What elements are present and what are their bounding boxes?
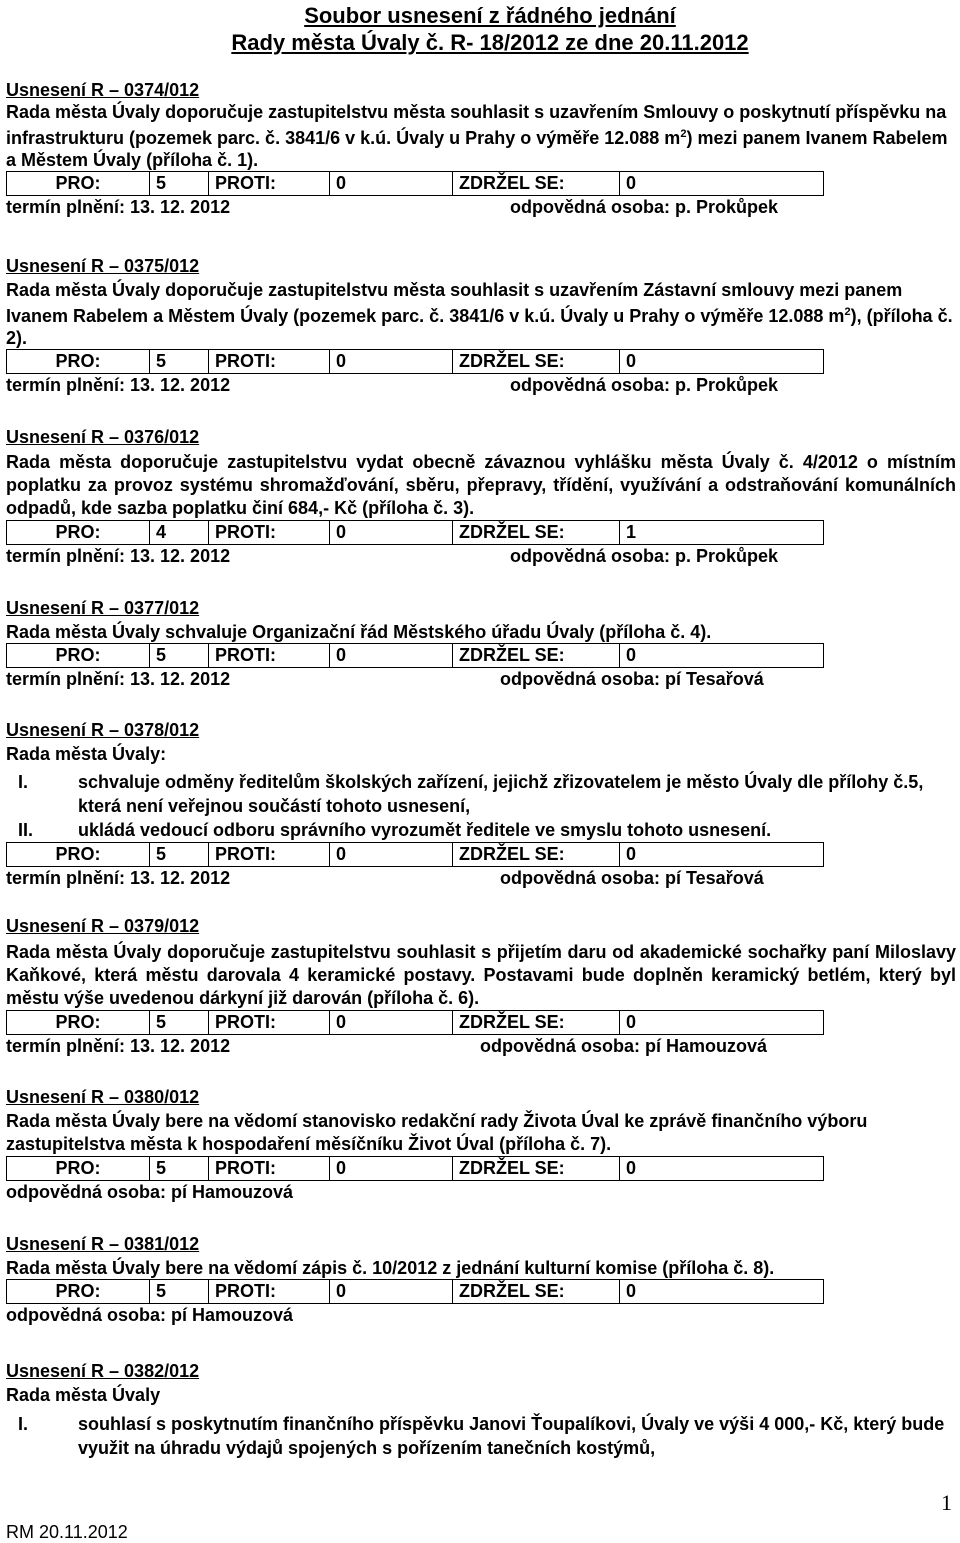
responsible-person: odpovědná osoba: p. Prokůpek [510, 197, 779, 217]
vote-table [6, 171, 824, 196]
vote-pro-count: 5 [150, 1011, 209, 1035]
vote-abstain-label: ZDRŽEL SE: [453, 843, 620, 867]
resolution-item [6, 818, 956, 842]
vote-table [6, 520, 824, 545]
vote-table [6, 842, 824, 867]
resolution-number: Usnesení R – 0381/012 [6, 1234, 200, 1254]
resolution-0379 [6, 915, 956, 1057]
deadline: termín plnění: 13. 12. 2012 [6, 669, 231, 689]
resolution-number: Usnesení R – 0377/012 [6, 598, 200, 618]
vote-proti-count: 0 [330, 172, 453, 196]
deadline: termín plnění: 13. 12. 2012 [6, 868, 231, 888]
resolution-0374 [6, 79, 956, 218]
term-line [6, 545, 956, 567]
item-number: I. [18, 772, 29, 792]
vote-pro-count: 4 [150, 521, 209, 545]
responsible-person: odpovědná osoba: pí Hamouzová [6, 1305, 294, 1325]
vote-pro-count: 5 [150, 1280, 209, 1304]
vote-table [6, 1279, 824, 1304]
document-title: Soubor usnesení z řádného jednání [304, 3, 676, 28]
vote-proti-label: PROTI: [209, 350, 330, 374]
vote-proti-count: 0 [330, 350, 453, 374]
vote-pro-count: 5 [150, 843, 209, 867]
vote-abstain-label: ZDRŽEL SE: [453, 350, 620, 374]
vote-proti-count: 0 [330, 1280, 453, 1304]
vote-pro-label: PRO: [7, 1157, 150, 1181]
deadline: termín plnění: 13. 12. 2012 [6, 546, 231, 566]
vote-abstain-label: ZDRŽEL SE: [453, 1157, 620, 1181]
vote-pro-label: PRO: [7, 172, 150, 196]
responsible-person: odpovědná osoba: pí Tesařová [500, 669, 764, 689]
vote-proti-count: 0 [330, 1157, 453, 1181]
vote-abstain-count: 0 [620, 843, 824, 867]
term-line [6, 374, 956, 396]
vote-abstain-count: 0 [620, 644, 824, 668]
vote-pro-label: PRO: [7, 843, 150, 867]
vote-pro-count: 5 [150, 350, 209, 374]
deadline: termín plnění: 13. 12. 2012 [6, 1036, 231, 1056]
vote-pro-label: PRO: [7, 521, 150, 545]
resolution-0382 [6, 1360, 956, 1460]
resolution-text: Rada města Úvaly bere na vědomí stanovisko redakční rady Života Úval ke zprávě finančního výboru zastupitelstva města k hospodaření měsíčníku Život Úval (příloha č. 7). [6, 1111, 868, 1154]
resolution-number: Usnesení R – 0378/012 [6, 720, 200, 740]
vote-proti-count: 0 [330, 644, 453, 668]
item-text: schvaluje odměny ředitelům školských zařízení, jejichž zřizovatelem je město Úvaly dle přílohy č.5, která není veřejnou součástí tohoto usnesení, [78, 772, 924, 816]
term-line [6, 668, 956, 690]
item-text: ukládá vedoucí odboru správního vyrozumět ředitele ve smyslu tohoto usnesení. [78, 820, 772, 840]
responsible-person: odpovědná osoba: p. Prokůpek [510, 375, 779, 395]
resolution-item [6, 770, 956, 818]
vote-abstain-count: 0 [620, 350, 824, 374]
vote-abstain-label: ZDRŽEL SE: [453, 172, 620, 196]
vote-pro-count: 5 [150, 644, 209, 668]
vote-pro-label: PRO: [7, 350, 150, 374]
vote-abstain-count: 0 [620, 172, 824, 196]
term-line [6, 1304, 956, 1326]
deadline: termín plnění: 13. 12. 2012 [6, 375, 231, 395]
responsible-person: odpovědná osoba: pí Tesařová [500, 868, 764, 888]
page-number: 1 [941, 1490, 952, 1515]
resolution-number: Usnesení R – 0382/012 [6, 1361, 200, 1381]
vote-proti-count: 0 [330, 1011, 453, 1035]
resolution-number: Usnesení R – 0380/012 [6, 1087, 200, 1107]
resolution-text: Rada města doporučuje zastupitelstvu vydat obecně závaznou vyhlášku města Úvaly č. 4/2012 o místním poplatku za provoz systému shromažďování, sběru, přepravy, třídění, využívání a odstraňování komunálních odpadů, kde sazba poplatku činí 684,- Kč (příloha č. 3). [6, 452, 956, 518]
vote-abstain-label: ZDRŽEL SE: [453, 1011, 620, 1035]
resolution-intro: Rada města Úvaly [6, 1385, 161, 1405]
vote-pro-label: PRO: [7, 644, 150, 668]
item-text: souhlasí s poskytnutím finančního příspěvku Janovi Ťoupalíkovi, Úvaly ve výši 4 000,- Kč, který bude využit na úhradu výdajů spojených s pořízením tanečních kostýmů, [78, 1414, 945, 1458]
resolution-text: Rada města Úvaly doporučuje zastupitelstvu souhlasit s přijetím daru od akademické sochařky paní Miloslavy Kaňkové, která městu darovala 4 keramické postavy. Postavami bude doplněn keramický betlém, který byl městu výše uvedenou dárkyní již darován (příloha č. 6). [6, 942, 956, 1008]
vote-proti-label: PROTI: [209, 644, 330, 668]
vote-pro-count: 5 [150, 1157, 209, 1181]
resolution-text: Rada města Úvaly bere na vědomí zápis č. 10/2012 z jednání kulturní komise (příloha č. 8). [6, 1258, 775, 1278]
vote-proti-count: 0 [330, 521, 453, 545]
resolution-number: Usnesení R – 0376/012 [6, 427, 200, 447]
vote-proti-label: PROTI: [209, 843, 330, 867]
resolution-item [6, 1412, 956, 1460]
resolution-number: Usnesení R – 0379/012 [6, 916, 200, 936]
item-number: II. [18, 820, 34, 840]
term-line [6, 196, 956, 218]
resolution-text: Rada města Úvaly doporučuje zastupitelstvu města souhlasit s uzavřením Zástavní smlouvy mezi panem Ivanem Rabelem a Městem Úvaly (pozemek parc. č. 3841/6 v k.ú. Úvaly u Prahy o výměře 12.088 $m^2$), (příloha č. 2). [6, 280, 953, 348]
vote-table [6, 1156, 824, 1181]
responsible-person: odpovědná osoba: p. Prokůpek [510, 546, 779, 566]
resolution-text: Rada města Úvaly doporučuje zastupitelstvu města souhlasit s uzavřením Smlouvy o poskytnutí příspěvku na infrastrukturu (pozemek parc. č. 3841/6 v k.ú. Úvaly u Prahy o výměře 12.088 $m^2$) mezi panem Ivanem Rabelem a Městem Úvaly (příloha č. 1). [6, 102, 948, 170]
responsible-person: odpovědná osoba: pí Hamouzová [6, 1182, 294, 1202]
vote-abstain-label: ZDRŽEL SE: [453, 644, 620, 668]
vote-proti-label: PROTI: [209, 521, 330, 545]
resolution-0378 [6, 719, 956, 889]
resolution-0376 [6, 426, 956, 567]
term-line [6, 867, 956, 889]
term-line [6, 1181, 956, 1203]
vote-table [6, 643, 824, 668]
resolution-text: Rada města Úvaly schvaluje Organizační řád Městského úřadu Úvaly (příloha č. 4). [6, 622, 712, 642]
resolution-0375 [6, 255, 956, 396]
vote-pro-label: PRO: [7, 1280, 150, 1304]
resolution-number: Usnesení R – 0374/012 [6, 80, 200, 100]
vote-abstain-label: ZDRŽEL SE: [453, 1280, 620, 1304]
vote-table [6, 1010, 824, 1035]
vote-proti-label: PROTI: [209, 1280, 330, 1304]
footer-date: RM 20.11.2012 [6, 1522, 128, 1542]
document-subtitle: Rady města Úvaly č. R- 18/2012 ze dne 20.11.2012 [231, 30, 749, 55]
resolution-0380 [6, 1086, 956, 1203]
responsible-person: odpovědná osoba: pí Hamouzová [480, 1036, 768, 1056]
resolution-0381 [6, 1233, 956, 1326]
vote-proti-label: PROTI: [209, 1011, 330, 1035]
vote-abstain-count: 0 [620, 1011, 824, 1035]
vote-abstain-label: ZDRŽEL SE: [453, 521, 620, 545]
vote-proti-count: 0 [330, 843, 453, 867]
resolution-0377 [6, 597, 956, 690]
term-line [6, 1035, 956, 1057]
vote-abstain-count: 1 [620, 521, 824, 545]
vote-proti-label: PROTI: [209, 172, 330, 196]
deadline: termín plnění: 13. 12. 2012 [6, 197, 231, 217]
vote-pro-label: PRO: [7, 1011, 150, 1035]
vote-abstain-count: 0 [620, 1280, 824, 1304]
vote-table [6, 349, 824, 374]
vote-abstain-count: 0 [620, 1157, 824, 1181]
vote-proti-label: PROTI: [209, 1157, 330, 1181]
resolution-number: Usnesení R – 0375/012 [6, 256, 200, 276]
vote-pro-count: 5 [150, 172, 209, 196]
item-number: I. [18, 1414, 29, 1434]
resolution-intro: Rada města Úvaly: [6, 744, 167, 764]
